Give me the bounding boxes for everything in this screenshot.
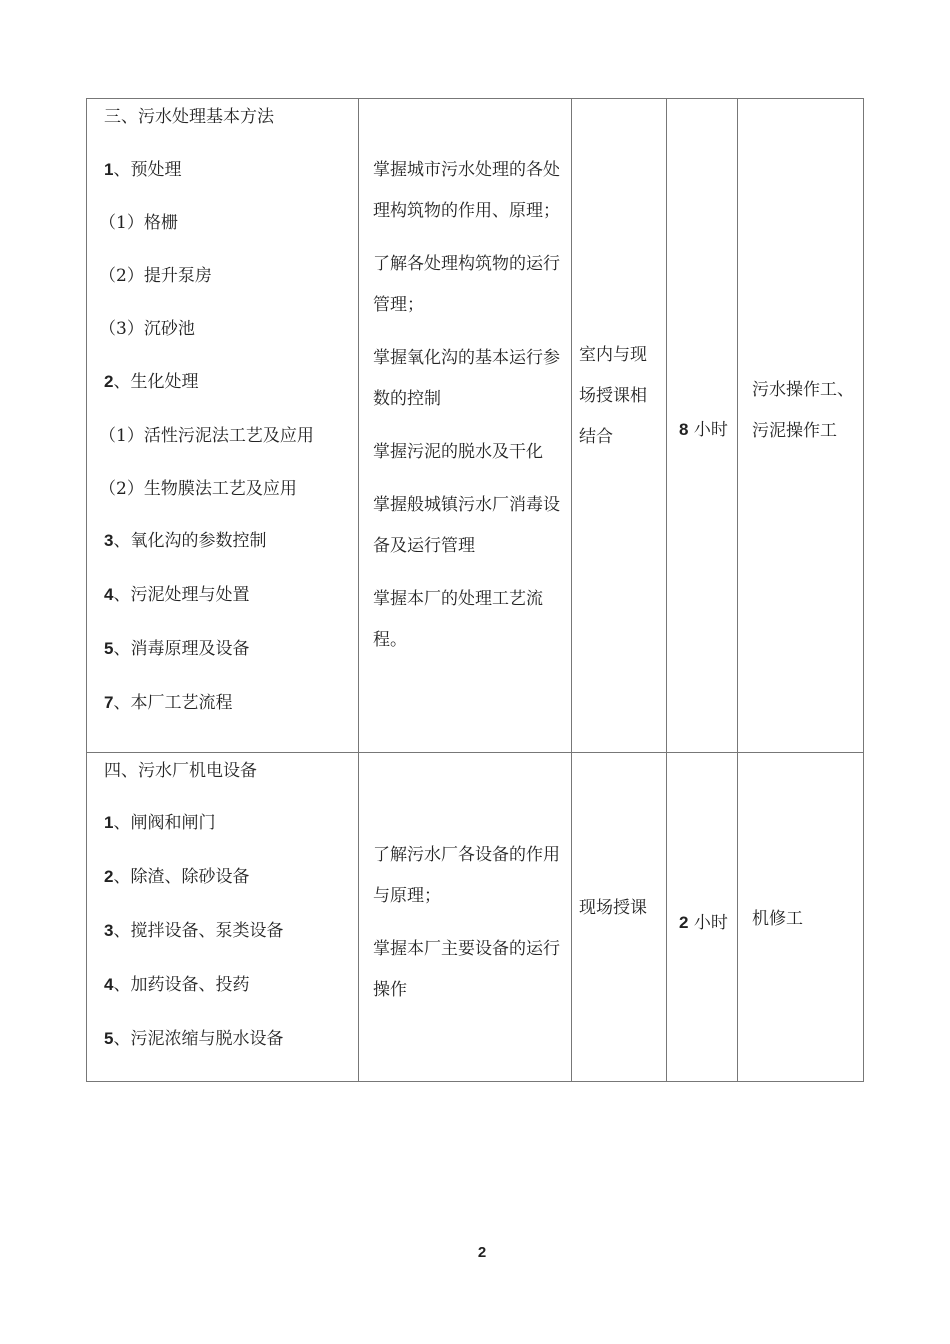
trainees-cell [738, 753, 864, 1082]
objective: 掌握本厂主要设备的运行操作 [373, 939, 560, 1000]
objective: 掌握氧化沟的基本运行参数的控制 [373, 348, 560, 409]
objective: 掌握污泥的脱水及干化 [373, 442, 543, 462]
hours: 2 小时 [679, 913, 728, 933]
method-line: 现场授课 [579, 898, 647, 918]
method-cell [572, 753, 667, 1082]
objectives-cell [359, 99, 572, 753]
topic-item: 2、生化处理 [104, 372, 199, 392]
objective: 了解各处理构筑物的运行管理； [373, 254, 560, 315]
trainees-cell [738, 99, 864, 753]
teaching-method [572, 99, 666, 448]
trainees: 污水操作工、污泥操作工 [752, 380, 854, 441]
objective: 掌握本厂的处理工艺流程。 [373, 589, 543, 650]
table-row [87, 99, 864, 753]
topic-item: （1）活性污泥法工艺及应用 [99, 426, 314, 446]
topic-item: 3、氧化沟的参数控制 [104, 531, 267, 551]
topic-item: （2）提升泵房 [99, 266, 212, 286]
topic-cell [87, 753, 359, 1082]
objectives-list [359, 99, 571, 661]
curriculum-table [86, 98, 864, 1082]
method-line: 场授课相 [579, 386, 647, 406]
table-row [87, 753, 864, 1082]
objectives-list [359, 753, 571, 1011]
method-line: 结合 [579, 427, 613, 447]
teaching-method [572, 753, 666, 919]
objective: 掌握般城镇污水厂消毒设备及运行管理 [373, 495, 560, 556]
trainees: 机修工 [752, 909, 803, 929]
page-number: 2 [477, 1244, 487, 1261]
topic-item: 7、本厂工艺流程 [104, 693, 233, 713]
topic-title: 三、污水处理基本方法 [104, 107, 274, 127]
objectives-cell [359, 753, 572, 1082]
objective: 掌握城市污水处理的各处理构筑物的作用、原理； [373, 160, 560, 221]
method-cell [572, 99, 667, 753]
topic-item: 4、加药设备、投药 [104, 975, 250, 995]
topic-item: 4、污泥处理与处置 [104, 585, 250, 605]
hours-cell [667, 99, 738, 753]
objective: 了解污水厂各设备的作用与原理； [373, 845, 560, 906]
hours-cell [667, 753, 738, 1082]
topic-item: 1、预处理 [104, 160, 182, 180]
topic-item: 2、除渣、除砂设备 [104, 867, 250, 887]
topic-item: 1、闸阀和闸门 [104, 813, 216, 833]
method-line: 室内与现 [579, 345, 647, 365]
topic-cell [87, 99, 359, 753]
topic-item: （1）格栅 [99, 213, 178, 233]
topic-title: 四、污水厂机电设备 [104, 761, 257, 781]
topic-item: 5、污泥浓缩与脱水设备 [104, 1029, 284, 1049]
topic-item: （3）沉砂池 [99, 319, 195, 339]
hours: 8 小时 [679, 420, 728, 440]
topic-item: 5、消毒原理及设备 [104, 639, 250, 659]
topic-item: 3、搅拌设备、泵类设备 [104, 921, 284, 941]
topic-item: （2）生物膜法工艺及应用 [99, 479, 297, 499]
